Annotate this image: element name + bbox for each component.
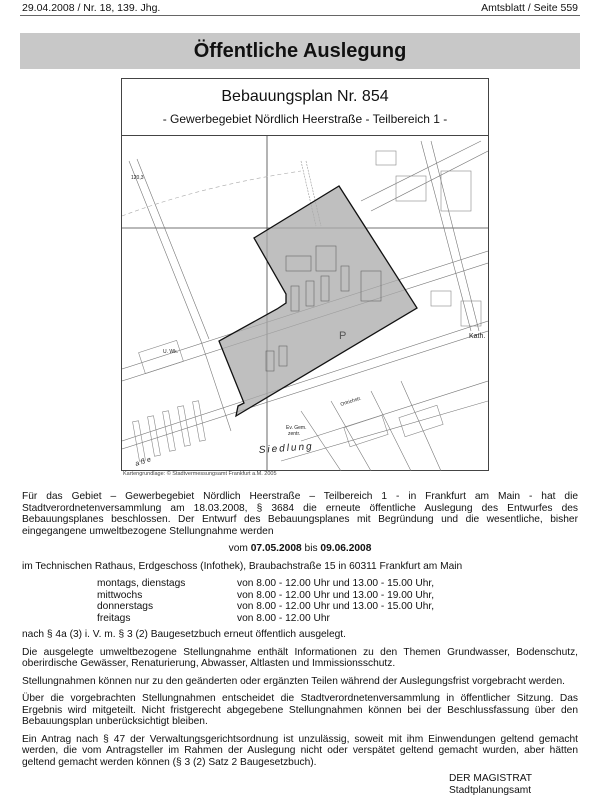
hours-days: donnerstags — [97, 601, 154, 612]
road — [301, 381, 441, 471]
location: im Technischen Rathaus, Erdgeschoss (Infothek), Braubachstraße 15 in 60311 Frankfurt am Main — [22, 560, 463, 572]
period-to: 09.06.2008 — [320, 543, 372, 554]
map-label-siedlung: Siedlung — [258, 441, 314, 456]
hours-row — [97, 613, 434, 625]
hours-days: montags, dienstags — [97, 578, 186, 589]
map-title: Bebauungsplan Nr. 854 — [221, 88, 389, 105]
map-figure — [121, 78, 489, 471]
map-label-strasse: aße — [134, 455, 154, 468]
hours-time: von 8.00 - 12.00 Uhr und 13.00 - 15.00 Uhr, — [237, 601, 435, 612]
road — [122, 171, 301, 216]
hours-time: von 8.00 - 12.00 Uhr und 13.00 - 19.00 Uhr, — [237, 589, 435, 601]
page-header — [22, 2, 578, 14]
hours-days: freitags — [97, 612, 131, 624]
site-plan-map — [122, 135, 488, 471]
period-from: 07.05.2008 — [250, 543, 302, 554]
period — [22, 543, 578, 555]
road — [421, 141, 479, 331]
hours-time: von 8.00 - 12.00 Uhr — [237, 612, 330, 624]
map-label-ev: Ev. Gem. — [286, 425, 307, 431]
statements-paragraph: Stellungnahmen können nur zu den geänderten oder ergänzten Teilen während der Auslegungsfrist vorgebracht werden. — [22, 675, 565, 687]
page-title: Öffentliche Auslegung — [20, 33, 580, 69]
decision-paragraph: Über die vorgebrachten Stellungnahmen entscheidet die Stadtverordnetenversammlung in öffentlicher Sitzung. Das Ergebnis wird mitgeteilt. Nicht fristgerecht abgegebene Stellungnahmen können bei der Beschlussfassung über den Bebauungsplan unberücksichtigt bleiben. — [22, 693, 578, 727]
issue-info: 29.04.2008 / Nr. 18, 139. Jhg. — [22, 2, 161, 14]
map-label-parking: P — [339, 330, 347, 342]
environment-paragraph: Die ausgelegte umweltbezogene Stellungnahme enthält Informationen zu den Themen Grundwasser, Bodenschutz, oberirdische Gewässer, Renaturierung, Abwasser, Altlasten und Immissionsschutz. — [22, 646, 578, 669]
signature — [449, 773, 532, 796]
hours-days: mittwochs — [97, 589, 143, 601]
map-label-street: Ortrichstr. — [339, 395, 363, 408]
plan-area — [219, 186, 417, 416]
map-label-kath: Kath. — [469, 333, 486, 340]
hours-row — [97, 578, 434, 590]
intro-paragraph: Für das Gebiet – Gewerbegebiet Nördlich Heerstraße – Teilbereich 1 - in Frankfurt am Main - hat die Stadtverordnetenversammlung am 18.03.2008, § 3684 die erneute öffentliche Auslegung des Entwurfes des Bebauungsplanes beschlossen. Der Entwurf des Bebauungsplanes mit Begründung und die wesentliche, bisher eingegangene umweltbezogene Stellungnahme werden — [22, 491, 578, 537]
signature-office: Stadtplanungsamt — [449, 784, 532, 796]
map-label-uwk: U. Wk. — [163, 349, 178, 355]
legal-basis: nach § 4a (3) i. V. m. § 3 (2) Baugesetzbuch erneut öffentlich ausgelegt. — [22, 629, 346, 640]
hours-row — [97, 601, 434, 613]
opening-hours — [97, 578, 434, 624]
hours-row — [97, 590, 434, 602]
period-to-label: bis — [304, 543, 318, 554]
page-number: Amtsblatt / Seite 559 — [481, 2, 578, 14]
map-subtitle: - Gewerbegebiet Nördlich Heerstraße - Teilbereich 1 - — [162, 112, 448, 126]
map-caption: Kartengrundlage: © Stadtvermessungsamt Frankfurt a.M. 2005 — [123, 471, 277, 477]
antrag-paragraph: Ein Antrag nach § 47 der Verwaltungsgerichtsordnung ist unzulässig, soweit mit ihm Einwendungen geltend gemacht werden, die vom Antragsteller im Rahmen der Auslegung nicht oder verspätet geltend gemacht wurden, aber hätten geltend gemacht werden können (§ 3 (2) Satz 2 Baugesetzbuch). — [22, 733, 578, 768]
header-divider — [20, 15, 580, 16]
notice-body — [22, 491, 578, 774]
map-label-height: 120,3 — [131, 175, 144, 181]
signature-authority: DER MAGISTRAT — [449, 773, 533, 784]
hours-time: von 8.00 - 12.00 Uhr und 13.00 - 15.00 Uhr, — [237, 578, 435, 589]
road — [129, 159, 231, 431]
map-label-ev2: zentr. — [288, 431, 301, 437]
period-from-label: vom — [228, 543, 248, 554]
